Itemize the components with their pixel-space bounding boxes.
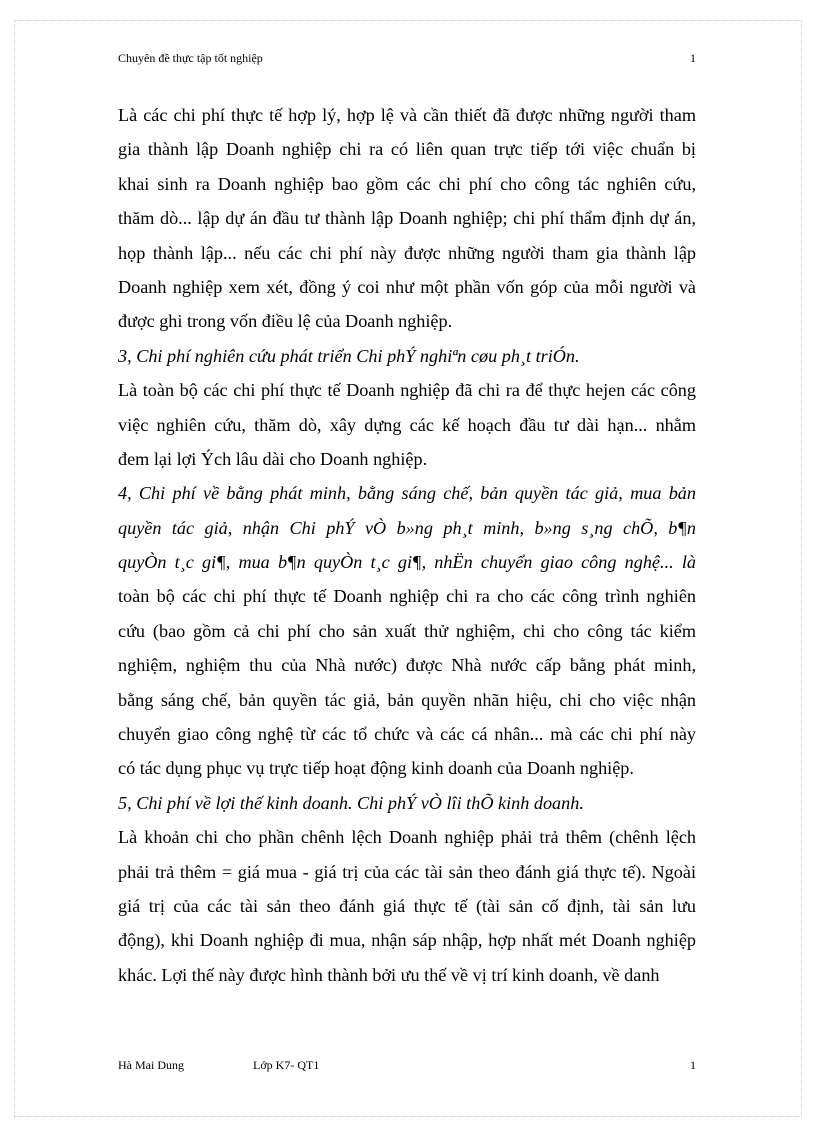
text-line: bằng sáng chế, bản quyền tác giả, bản quyền nhãn hiệu, chi cho việc nhận [118,689,696,710]
text-line: Là các chi phí thực tế hợp lý, hợp lệ và cần thiết đã được những người tham [118,105,696,125]
footer-author: Hà Mai Dung [118,1058,184,1072]
text-line: khai sinh ra Doanh nghiệp bao gồm các chi phí cho công tác nghiên cứu, [118,173,696,194]
text-line: Là khoản chi cho phần chênh lệch Doanh nghiệp phải trả thêm (chênh lệch [118,827,696,848]
text-line: Doanh nghiệp xem xét, đồng ý coi như một phần vốn góp của mỗi người và [118,276,696,297]
text-line: cứu (bao gồm cả chi phí cho sản xuất thử nghiệm, chi cho công tác kiểm [118,620,696,641]
body-text [118,98,696,992]
page-footer [118,1058,696,1074]
section-heading-3: 3, Chi phí nghiên cứu phát triển Chi phÝ nghiªn cøu ph¸t triÓn. [118,345,580,366]
section-heading-5: 5, Chi phí về lợi thế kinh doanh. Chi phÝ vÒ lîi thÕ kinh doanh. [118,792,584,813]
text-line: khác. Lợi thế này được hình thành bởi ưu thế về vị trí kinh doanh, về danh [118,964,660,985]
footer-page-number: 1 [690,1058,696,1072]
text-line: họp thành lập... nếu các chi phí này được những người tham gia thành lập [118,242,696,263]
text-line: có tác dụng phục vụ trực tiếp hoạt động kinh doanh của Doanh nghiệp. [118,758,634,779]
header-page-number: 1 [690,51,696,65]
text-line: việc nghiên cứu, thăm dò, xây dựng các kế hoạch đầu tư dài hạn... nhằm [118,414,696,435]
text-line: gia thành lập Doanh nghiệp chi ra có liên quan trực tiếp tới việc chuẩn bị [118,139,696,160]
section-heading-4-cont: quyền tác giả, nhận Chi phÝ vÒ b»ng ph¸t minh, b»ng s¸ng chÕ, b¶n [118,517,696,538]
text-line: đem lại lợi Ých lâu dài cho Doanh nghiệp. [118,448,428,469]
text-line: động), khi Doanh nghiệp đi mua, nhận sáp nhập, hợp nhất mét Doanh nghiệp [118,930,696,951]
text-line: giá trị của các tài sản theo đánh giá thực tế (tài sản cố định, tài sản lưu [118,895,696,916]
header-title: Chuyên đề thực tập tốt nghiệp [118,51,263,65]
text-line: phải trả thêm = giá mua - giá trị của các tài sản theo đánh giá thực tế). Ngoài [118,861,696,882]
section-heading-4: 4, Chi phí về bằng phát minh, bằng sáng chế, bản quyền tác giả, mua bản [118,483,696,504]
section-heading-4-cont: quyÒn t¸c gi¶, mua b¶n quyÒn t¸c gi¶, nhËn chuyển giao công nghệ... là [118,552,696,573]
text-line: Là toàn bộ các chi phí thực tế Doanh nghiệp đã chi ra để thực hejen các công [118,380,696,401]
text-line: chuyển giao công nghệ từ các tổ chức và các cá nhân... mà các chi phí này [118,724,696,745]
page-header [118,51,696,66]
text-line: toàn bộ các chi phí thực tế Doanh nghiệp chi ra cho các công trình nghiên [118,586,696,607]
text-line: thăm dò... lập dự án đầu tư thành lập Doanh nghiệp; chi phí thẩm định dự án, [118,208,696,229]
text-line: được ghi trong vốn điều lệ của Doanh nghiệp. [118,311,453,332]
text-line: nghiệm, nghiệm thu của Nhà nước) được Nhà nước cấp bằng phát minh, [118,655,696,676]
footer-class: Lớp K7- QT1 [253,1058,320,1072]
